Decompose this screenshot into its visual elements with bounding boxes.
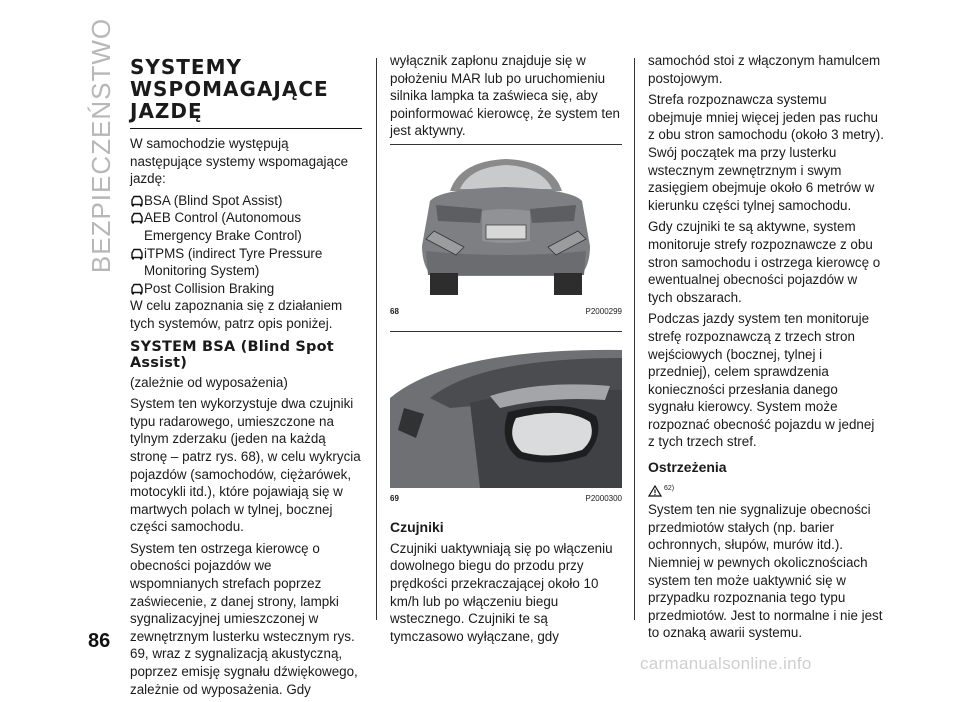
- paragraph: Strefa rozpoznawcza systemu obejmuje mniej więcej jeden pas ruchu z obu stron samochodu (około 3 metry). Swój początek ma przy lusterku wstecznym zewnętrznym i swym zasięgiem obejmuje około 6 metrów w kierunku części tylnej samochodu.: [648, 92, 884, 213]
- figure-69-caption: [390, 490, 622, 508]
- column-2: [390, 52, 622, 649]
- watermark: carmanualsonline.info: [640, 654, 812, 673]
- section-heading: SYSTEMY WSPOMAGAJĄCE JAZDĘ: [130, 56, 362, 129]
- column-divider: [376, 58, 377, 620]
- column-3: [648, 52, 884, 646]
- warning-triangle-icon: [648, 485, 662, 497]
- car-bullet-icon: [130, 212, 144, 224]
- paragraph: Czujniki uaktywniają się po włączeniu dowolnego biegu do przodu przy prędkości przekraczającej około 10 km/h lub po włączeniu biegu wstecznego. Czujniki te są tymczasowo wyłączane, gdy: [390, 540, 613, 644]
- list-item: [130, 280, 362, 298]
- column-1: [130, 52, 362, 702]
- paragraph: Podczas jazdy system ten monitoruje strefę rozpoznawczą z trzech stron wejściowych (bocznej, tylnej i przedniej), celem sprawdzenia konieczności przesłania danego sygnału kierowcy. System może rozpoznać obecność pojazdu w jednej z tych trzech stref.: [648, 311, 875, 450]
- page-number: 86: [88, 630, 111, 652]
- outro-paragraph: W celu zapoznania się z działaniem tych systemów, patrz opis poniżej.: [130, 298, 343, 331]
- sensors-heading: Czujniki: [390, 519, 444, 536]
- car-bullet-icon: [130, 283, 144, 295]
- figure-rule: [390, 144, 622, 145]
- paragraph: samochód stoi z włączonym hamulcem postojowym.: [648, 53, 881, 86]
- mirror-illustration: [390, 338, 622, 488]
- warning-reference: [648, 480, 884, 498]
- intro-paragraph: W samochodzie występują następujące systemy wspomagające jazdę:: [130, 136, 349, 187]
- paragraph: (zależnie od wyposażenia): [130, 374, 288, 390]
- list-item-text: iTPMS (indirect Tyre Pressure Monitoring System): [144, 245, 323, 279]
- bsa-heading: SYSTEM BSA (Blind Spot Assist): [130, 338, 334, 371]
- car-bullet-icon: [130, 195, 144, 207]
- figure-68-rear-car: [390, 151, 622, 301]
- figure-rule: [390, 331, 622, 332]
- figure-number: 69: [390, 493, 399, 503]
- figure-69-side-mirror: [390, 338, 622, 488]
- paragraph: System ten wykorzystuje dwa czujniki typu radarowego, umieszczone na tylnym zderzaku (jeden na każdą stronę – patrz rys. 68), w celu wykrycia pojazdów (samochodów, ciężarówek, motocykli itd.), które pojawiają się w martwych polach w tylnej, bocznej części samochodu.: [130, 396, 361, 535]
- warning-number: 62): [664, 484, 675, 492]
- list-item: [130, 192, 362, 210]
- section-title: BEZPIECZEŃSTWO: [86, 17, 117, 273]
- paragraph: Gdy czujniki te są aktywne, system monitoruje strefy rozpoznawcze z obu stron samochodu i ostrzega kierowcę o ewentualnej obecności pojazdów w tych obszarach.: [648, 219, 881, 305]
- paragraph: wyłącznik zapłonu znajduje się w położeniu MAR lub po uruchomieniu silnika lampka ta zaświeca się, aby poinformować kierowcę, że system ten jest aktywny.: [390, 53, 620, 139]
- figure-number: 68: [390, 306, 399, 316]
- figure-code: P2000299: [585, 306, 622, 316]
- warnings-heading: Ostrzeżenia: [648, 459, 727, 476]
- list-item-text: Post Collision Braking: [144, 280, 275, 296]
- section-side-tab: [82, 17, 122, 273]
- list-item-text: BSA (Blind Spot Assist): [144, 192, 283, 208]
- paragraph: System ten nie sygnalizuje obecności przedmiotów stałych (np. barier ochronnych, słupów, murów itd.). Niemniej w pewnych okolicznościach system ten może uaktywnić się w przypadku rozpoznania tego typu przedmiotów. Jest to normalne i nie jest to oznaką awarii systemu.: [648, 502, 883, 641]
- paragraph: System ten ostrzega kierowcę o obecności pojazdów we wspomnianych strefach poprzez zaświecenie, z danej strony, lampki sygnalizacyjnej umieszczonej w zewnętrznym lusterku wstecznym rys. 69, wraz z sygnalizacją akustyczną, poprzez emisję sygnału dźwiękowego, zależnie od wyposażenia. Gdy: [130, 540, 358, 697]
- car-bullet-icon: [130, 248, 144, 260]
- column-divider: [634, 58, 635, 620]
- list-item: [130, 209, 362, 244]
- list-item: [130, 245, 362, 280]
- figure-code: P2000300: [585, 493, 622, 503]
- rear-car-illustration: [390, 151, 622, 301]
- figure-68-caption: [390, 303, 622, 321]
- list-item-text: AEB Control (Autonomous Emergency Brake Control): [144, 210, 302, 243]
